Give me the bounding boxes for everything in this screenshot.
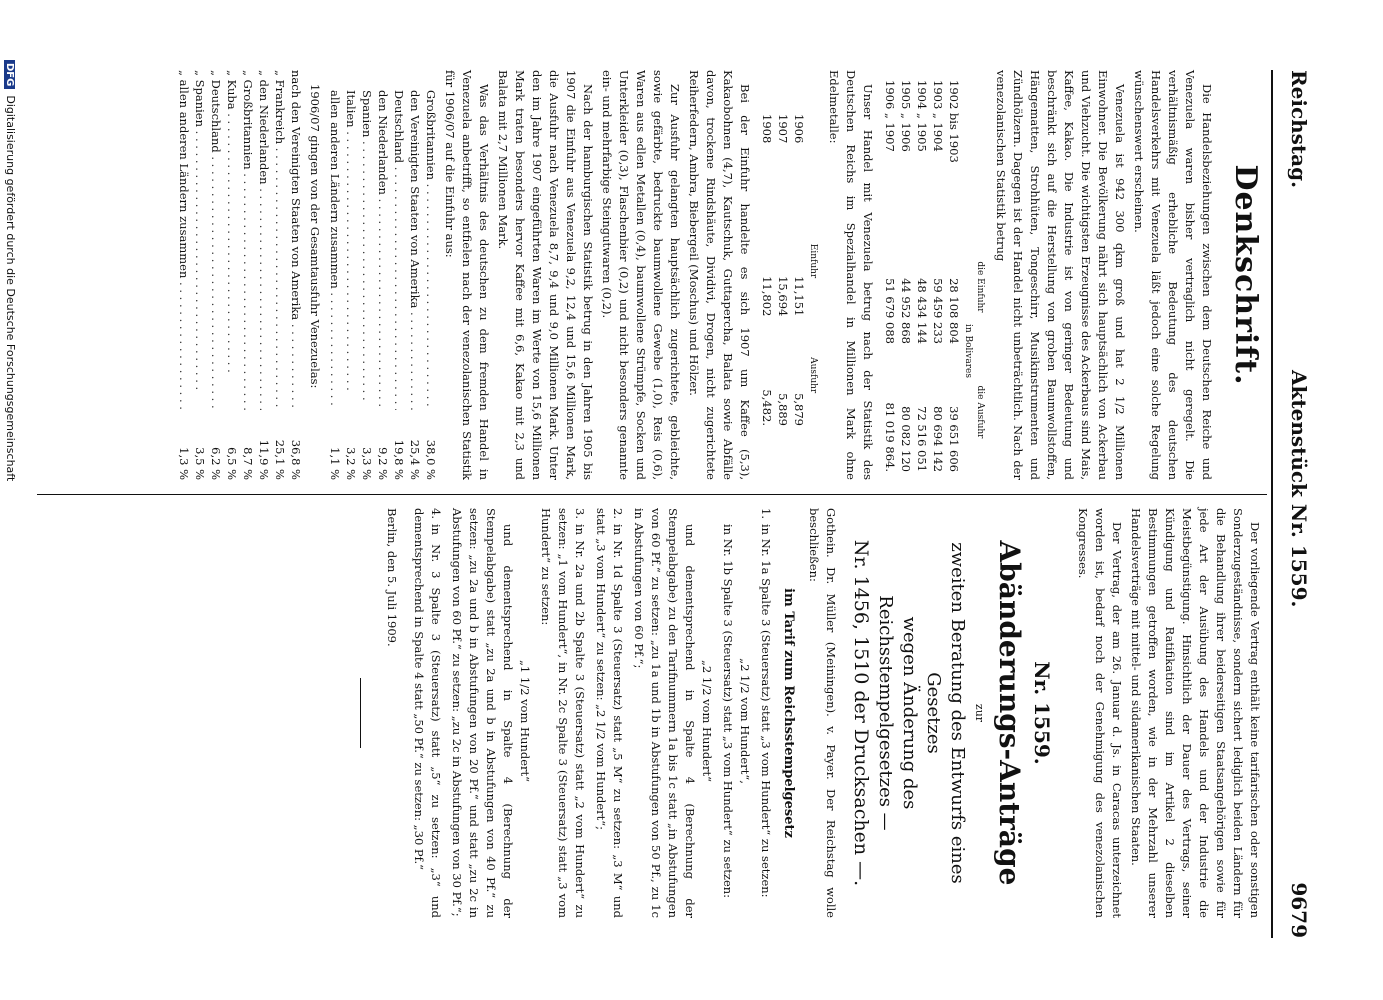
paragraph: Zur Ausfuhr gelangten hauptsächlich zugerichtete, gebleichte, sowie gefärbte, bedruckte baumwollene Gewebe (1,0), Reis (0,6), Waren aus edlen Metallen (0,4), baumwollene Strümpfe, Socken und Unterkleider (0,3), Flaschenbier (0,2) und nicht besonders genannte ein- und mehrfarbige Steingutwaren (0,2). <box>600 70 682 480</box>
list-item: „ Deutschland . . . 6,2 % <box>208 70 224 480</box>
paragraph: Unser Handel mit Venezuela betrug nach der Statistik des Deutschen Reichs im Spezialhandel in Millionen Mark ohne Edelmetalle: <box>827 70 875 480</box>
motion-item: und dementsprechend in Spalte 4 (Berechnung der Stempelabgabe) statt „zu 2a und b in Abstufungen von 40 Pf.“ zu setzen: „zu 2a und b in Abstufungen von 20 Pf.“ und statt „zu 2c in Abstufungen von 60 Pf.“ zu setzen: „zu 2c in Abstufungen von 30 Pf.“; <box>450 508 515 918</box>
import-share-list <box>327 70 439 480</box>
list-item: „ Großbritannien . . . 8,7 % <box>240 70 256 480</box>
table-row: 1904 „ 1905 48 434 144 72 516 051 <box>915 80 929 472</box>
end-rule <box>360 678 361 748</box>
header-left: Reichstag. <box>1287 70 1311 189</box>
document-number: Nr. 1559. <box>1030 661 1054 765</box>
table-row: 1908 11,802 5,482. <box>760 114 774 426</box>
motion-intro: Gothein. Dr. Müller (Meiningen). v. Payer. Der Reichstag wolle beschließen: <box>807 508 838 918</box>
footer-text: Digitalisierung gefördert durch die Deutsche Forschungsgemeinschaft <box>4 95 17 482</box>
motion-item: „2 1/2 vom Hundert“, <box>738 658 752 784</box>
list-item: „ Spanien . . . 3,5 % <box>192 70 208 480</box>
list-item: „ Frankreich . . . 25,1 % <box>272 70 288 480</box>
motion-item: 1.in Nr. 1a Spalte 3 (Steuersatz) statt „3 vom Hundert“ zu setzen: <box>759 508 773 898</box>
list-item: Deutschland . . . 19,8 % <box>391 70 407 480</box>
trade-table-venezuela <box>882 76 986 476</box>
motion-item: und dementsprechend in Spalte 4 (Berechnung der Stempelabgabe) zu den Tarifnummern 1a bis 1c statt „in Abstufungen von 60 Pf.“ zu setzen: „zu 1a und 1b in Abstufungen von 50 Pf., zu 1c in Abstufungen von 60 Pf.“; <box>632 508 697 918</box>
list-item: den Vereinigten Staaten von Amerika . . . 25,4 % <box>407 70 423 480</box>
header-center: Aktenstück Nr. 1559. <box>1287 370 1311 608</box>
list-item: Großbritannien . . . 38,0 % <box>423 70 439 480</box>
paragraph: Der Vertrag, der am 26. Januar d. Js. in Caracas unterzeichnet worden ist, bedarf noch der Genehmigung des venezolanischen Kongresses. <box>1076 508 1124 918</box>
table-unit: in Bolivares <box>963 323 973 378</box>
list-item: den Niederlanden . . . 9,2 % <box>375 70 391 480</box>
list-item: „ den Niederlanden . . . 11,9 % <box>256 70 272 480</box>
list-item: allen anderen Ländern zusammen . . . 1,1 % <box>327 70 343 480</box>
table-header: Ausfuhr <box>808 357 818 394</box>
denkschrift-title: Denkschrift. <box>1228 164 1263 386</box>
footer <box>4 60 17 481</box>
tarif-heading: im Tarif zum Reichsstempelgesetz <box>781 588 796 838</box>
motion-item: „1 1/2 vom Hundert“ <box>518 659 532 783</box>
table-row: 1903 „ 1904 59 459 233 80 694 142 <box>931 80 945 472</box>
paragraph: 1906/07 gingen von der Gesamtausfuhr Venezuelas: <box>308 84 322 389</box>
trade-table-germany <box>759 110 819 430</box>
motion-item: 2.in Nr. 1d Spalte 3 (Steuersatz) statt „5 M“ zu setzen: „3 M“ und statt „3 vom Hundert“ zu setzen: „2 1/2 vom Hundert“; <box>594 508 625 918</box>
closing-date: Berlin, den 5. Juli 1909. <box>385 508 399 647</box>
table-row: 1907 15,694 5,889 <box>776 114 790 426</box>
page-header <box>1273 70 1313 938</box>
dfg-logo: DFG <box>4 60 15 89</box>
motion-item: in Nr. 1b Spalte 3 (Steuersatz) statt „3 vom Hundert“ zu setzen: <box>721 524 735 899</box>
antraege-subtitle-1: zweiten Beratung des Entwurfs eines Gesetzes <box>923 542 968 884</box>
paragraph: Nach der hamburgischen Statistik betrug in den Jahren 1905 bis 1907 die Einfuhr aus Venezuela 9,2, 12,4 und 15,6 Millionen Mark, die Ausfuhr nach Venezuela 8,7, 9,4 und 9,0 Millionen Mark. Unter den im Jahre 1907 eingeführten Waren im Werte von 15,6 Millionen Mark traten besonders hervor Kaffee mit 6,6, Kakao mit 2,3 und Balata mit 2,7 Millionen Mark. <box>496 70 595 480</box>
motion-item: 4.in Nr. 3 Spalte 3 (Steuersatz) statt „5“ zu setzen: „3“ und dementsprechend in Spalte 4 statt „50 Pf.“ zu setzen: „30 Pf.“ <box>412 508 443 918</box>
list-item: „ Kuba . . . 6,5 % <box>224 70 240 480</box>
table-row: 1906 „ 1907 51 679 088 81 019 864. <box>883 80 897 472</box>
paragraph: Die Handelsbeziehungen zwischen dem Deutschen Reiche und Venezuela waren bisher vertraglich nicht geregelt. Die verhältnismäßig erhebliche Bedeutung des deutschen Handelsverkehrs mit Venezuela läßt jedoch eine solche Regelung wünschenswert erscheinen. <box>1132 70 1214 480</box>
motion-item: „2 1/2 vom Hundert“ <box>700 659 714 783</box>
column-rule <box>37 494 1267 495</box>
right-column <box>360 508 1263 918</box>
table-header: die Ausfuhr <box>975 385 985 439</box>
table-row: 1902 bis 1903 28 108 804 39 651 606 <box>947 80 961 472</box>
page-number: 9679 <box>1287 882 1311 938</box>
list-item: Spanien . . . 3,3 % <box>359 70 375 480</box>
table-row: 1906 11,151 5,879 <box>792 114 806 426</box>
table-header <box>807 110 819 202</box>
table-header: die Einfuhr <box>975 261 985 313</box>
antraege-subtitle-2: wegen Änderung des Reichsstempelgesetzes — <box>875 595 920 831</box>
paragraph: Der vorliegende Vertrag enthält keine tarifarischen oder sonstigen Sonderzugeständnisse, sondern sichert lediglich beiden Ländern für die Behandlung ihrer beiderseitigen Staatsangehörigen sowie für jede Art der Ausübung des Handels und der Industrie die Meistbegünstigung. Hinsichtlich der Dauer des Vertrags, seiner Kündigung und Ratifikation sind im Artikel 2 dieselben Bestimmungen getroffen worden, wie in der Mehrzahl unserer Handelsverträge mit mittel- und südamerikanischen Staaten. <box>1129 508 1262 918</box>
table-row: 1905 „ 1906 44 952 868 80 082 120 <box>899 80 913 472</box>
paragraph: Venezuela ist 942 300 qkm groß und hat 2 1/2 Millionen Einwohner. Die Bevölkerung nährt sich hauptsächlich von Ackerbau und Viehzucht. Die wichtigsten Erzeugnisse des Ackerbaus sind Mais, Kaffee, Kakao. Die Industrie ist von geringer Bedeutung und beschränkt sich auf die Herstellung von groben Baumwollstoffen, Hängematten, Strohhüten, Tongeschirr, Musikinstrumenten und Zündhölzern. Dagegen ist der Handel nicht unbeträchtlich. Nach der venezolanischen Statistik betrug <box>994 70 1127 480</box>
export-share-list <box>176 70 304 480</box>
list-item: Italien . . . 3,2 % <box>343 70 359 480</box>
paragraph: Bei der Einfuhr handelte es sich 1907 um Kaffee (5,3), Kakaobohnen (4,7), Kautschuk, Guttapercha, Balata sowie Abfälle davon, trockene Rindshäute, Dividivi, Drogen, nicht zugerichtete Reiherfedern, Ambra, Biebergeil (Moschus) und Hölzer. <box>687 70 752 480</box>
list-item: nach den Vereinigten Staaten von Amerika . . . 36,8 % <box>288 70 304 480</box>
motion-item: 3.in Nr. 2a und 2b Spalte 3 (Steuersatz) statt „2 vom Hundert“ zu setzen: „1 vom Hundert“, in Nr. 2c Spalte 3 (Steuersatz) statt „3 vom Hundert“ zu setzen: <box>539 508 587 918</box>
antraege-subtitle-3: Nr. 1456, 1510 der Drucksachen —. <box>850 539 872 887</box>
header-rule <box>1271 70 1273 938</box>
table-header <box>974 76 986 226</box>
antraege-title: Abänderungs-Anträge <box>993 540 1026 886</box>
list-item: „ allen anderen Ländern zusammen . . . 1,3 % <box>176 70 192 480</box>
antraege-zu: zur <box>973 703 986 723</box>
paragraph: Was das Verhältnis des deutschen zu dem fremden Handel in Venezuela anbetrifft, so entfielen nach der venezolanischen Statistik für 1906/07 auf die Einfuhr aus: <box>443 70 491 480</box>
left-column <box>172 70 1263 480</box>
table-header: Einfuhr <box>808 243 818 279</box>
